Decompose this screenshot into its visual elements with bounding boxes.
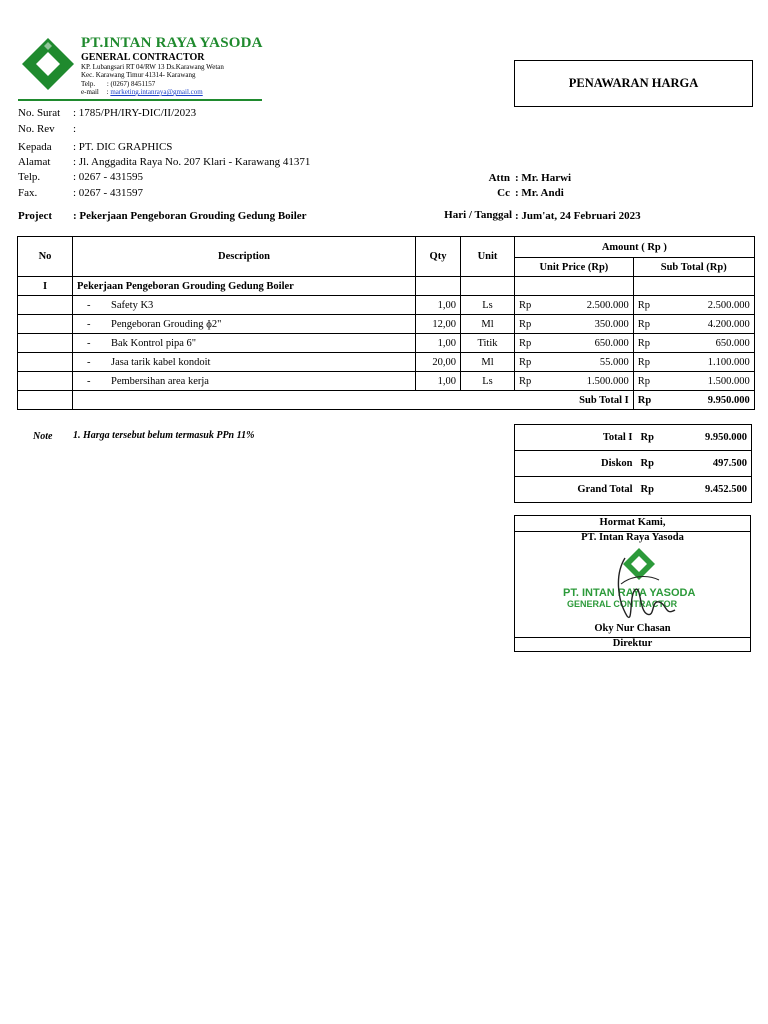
note-text: 1. Harga tersebut belum termasuk PPn 11% <box>73 430 255 441</box>
diskon-value: 497.500 <box>667 451 752 477</box>
item-unit: Ls <box>461 372 515 391</box>
fax-label: Fax. <box>18 187 38 199</box>
grand-total-label: Grand Total <box>515 477 637 503</box>
fax-value: : 0267 - 431597 <box>73 187 143 199</box>
item-desc: - Safety K3 <box>73 296 416 315</box>
item-desc: - Pembersihan area kerja <box>73 372 416 391</box>
table-row <box>18 296 755 315</box>
table-row <box>18 334 755 353</box>
no-surat-value: : 1785/PH/IRY-DIC/II/2023 <box>73 107 197 119</box>
signature-title: Direktur <box>612 638 653 649</box>
item-price-currency: Rp <box>515 315 536 334</box>
telp-label: Telp. <box>18 171 41 183</box>
attn-value: : Mr. Harwi <box>515 172 572 184</box>
item-subtotal: 2.500.000 <box>655 296 754 315</box>
svg-text:PT. INTAN RAYA YASODA: PT. INTAN RAYA YASODA <box>563 587 696 599</box>
company-address-2: Kec. Karawang Timur 41314- Karawang <box>81 71 196 79</box>
company-email: e-mail : marketing.intanraya@gmail.com <box>81 88 203 96</box>
item-subtotal-currency: Rp <box>633 315 655 334</box>
table-row <box>18 353 755 372</box>
summary-table <box>514 424 752 503</box>
alamat-value: : Jl. Anggadita Raya No. 207 Klari - Karawang 41371 <box>73 156 311 168</box>
item-subtotal: 4.200.000 <box>655 315 754 334</box>
item-desc: - Jasa tarik kabel kondoit <box>73 353 416 372</box>
no-surat-label: No. Surat <box>18 107 61 119</box>
company-telp-value: : (0267) 8451157 <box>106 80 156 88</box>
subtotal-row <box>18 391 755 410</box>
item-qty: 20,00 <box>416 353 461 372</box>
header-sub-total: Sub Total (Rp) <box>633 258 754 277</box>
table-row <box>18 372 755 391</box>
item-price-currency: Rp <box>515 296 536 315</box>
grand-total-currency: Rp <box>637 477 667 503</box>
tanggal-label: Hari / Tanggal <box>444 209 512 221</box>
item-subtotal: 1.500.000 <box>655 372 754 391</box>
item-qty: 12,00 <box>416 315 461 334</box>
item-unit: Ls <box>461 296 515 315</box>
item-subtotal: 1.100.000 <box>655 353 754 372</box>
item-qty: 1,00 <box>416 372 461 391</box>
item-subtotal: 650.000 <box>655 334 754 353</box>
item-qty: 1,00 <box>416 296 461 315</box>
tanggal-value: : Jum'at, 24 Februari 2023 <box>515 210 641 222</box>
item-qty: 1,00 <box>416 334 461 353</box>
company-name: PT.INTAN RAYA YASODA <box>81 35 263 51</box>
no-rev-value: : <box>73 123 77 135</box>
item-unit: Ml <box>461 315 515 334</box>
company-telp <box>81 80 155 88</box>
item-price-currency: Rp <box>515 334 536 353</box>
item-price: 650.000 <box>535 334 633 353</box>
telp-value: : 0267 - 431595 <box>73 171 143 183</box>
header-unit-price: Unit Price (Rp) <box>515 258 634 277</box>
subtotal-label: Sub Total I <box>73 391 634 410</box>
item-subtotal-currency: Rp <box>633 296 655 315</box>
kepada-value: : PT. DIC GRAPHICS <box>73 141 173 153</box>
section-no: I <box>18 277 73 296</box>
total-label: Total I <box>515 425 637 451</box>
total-value: 9.950.000 <box>667 425 752 451</box>
item-price: 55.000 <box>535 353 633 372</box>
item-subtotal-currency: Rp <box>633 334 655 353</box>
diskon-label: Diskon <box>515 451 637 477</box>
item-unit: Ml <box>461 353 515 372</box>
project-label: Project <box>18 210 52 222</box>
company-logo-icon <box>22 38 74 90</box>
item-price-currency: Rp <box>515 372 536 391</box>
signature-greeting: Hormat Kami, <box>599 517 666 528</box>
company-email-link[interactable]: marketing.intanraya@gmail.com <box>110 88 203 96</box>
quotation-table <box>17 236 755 410</box>
svg-text:GENERAL CONTRACTOR: GENERAL CONTRACTOR <box>567 599 678 609</box>
header-amount: Amount ( Rp ) <box>515 237 755 258</box>
item-subtotal-currency: Rp <box>633 353 655 372</box>
item-price-currency: Rp <box>515 353 536 372</box>
company-email-label: e-mail <box>81 88 99 96</box>
company-subtitle: GENERAL CONTRACTOR <box>81 52 205 63</box>
attn-label: Attn <box>488 172 510 184</box>
diskon-currency: Rp <box>637 451 667 477</box>
total-currency: Rp <box>637 425 667 451</box>
section-title: Pekerjaan Pengeboran Grouding Gedung Boiler <box>73 277 416 296</box>
signature-box <box>514 515 751 652</box>
section-row <box>18 277 755 296</box>
company-address-1: KP. Lubangsari RT 04/RW 13 Ds.Karawang Wetan <box>81 63 224 71</box>
subtotal-currency: Rp <box>633 391 655 410</box>
header-description: Description <box>73 237 416 277</box>
signature-name: Oky Nur Chasan <box>594 623 671 634</box>
item-price: 1.500.000 <box>535 372 633 391</box>
item-price: 350.000 <box>535 315 633 334</box>
cc-value: : Mr. Andi <box>515 187 564 199</box>
header-unit: Unit <box>461 237 515 277</box>
subtotal-value: 9.950.000 <box>655 391 754 410</box>
note-label: Note <box>33 431 53 442</box>
header-no: No <box>18 237 73 277</box>
signature-company: PT. Intan Raya Yasoda <box>581 532 684 543</box>
no-rev-label: No. Rev <box>18 123 55 135</box>
item-price: 2.500.000 <box>535 296 633 315</box>
grand-total-value: 9.452.500 <box>667 477 752 503</box>
item-unit: Titik <box>461 334 515 353</box>
company-telp-label: Telp. <box>81 80 96 88</box>
table-row <box>18 315 755 334</box>
kepada-label: Kepada <box>18 141 52 153</box>
item-desc: - Pengeboran Grouding ɸ2" <box>73 315 416 334</box>
project-value: : Pekerjaan Pengeboran Grouding Gedung Boiler <box>73 210 307 222</box>
item-subtotal-currency: Rp <box>633 372 655 391</box>
header-divider <box>18 99 262 101</box>
header-qty: Qty <box>416 237 461 277</box>
alamat-label: Alamat <box>18 156 51 168</box>
document-title: PENAWARAN HARGA <box>514 60 753 107</box>
item-desc: - Bak Kontrol pipa 6" <box>73 334 416 353</box>
cc-label: Cc <box>497 187 510 199</box>
